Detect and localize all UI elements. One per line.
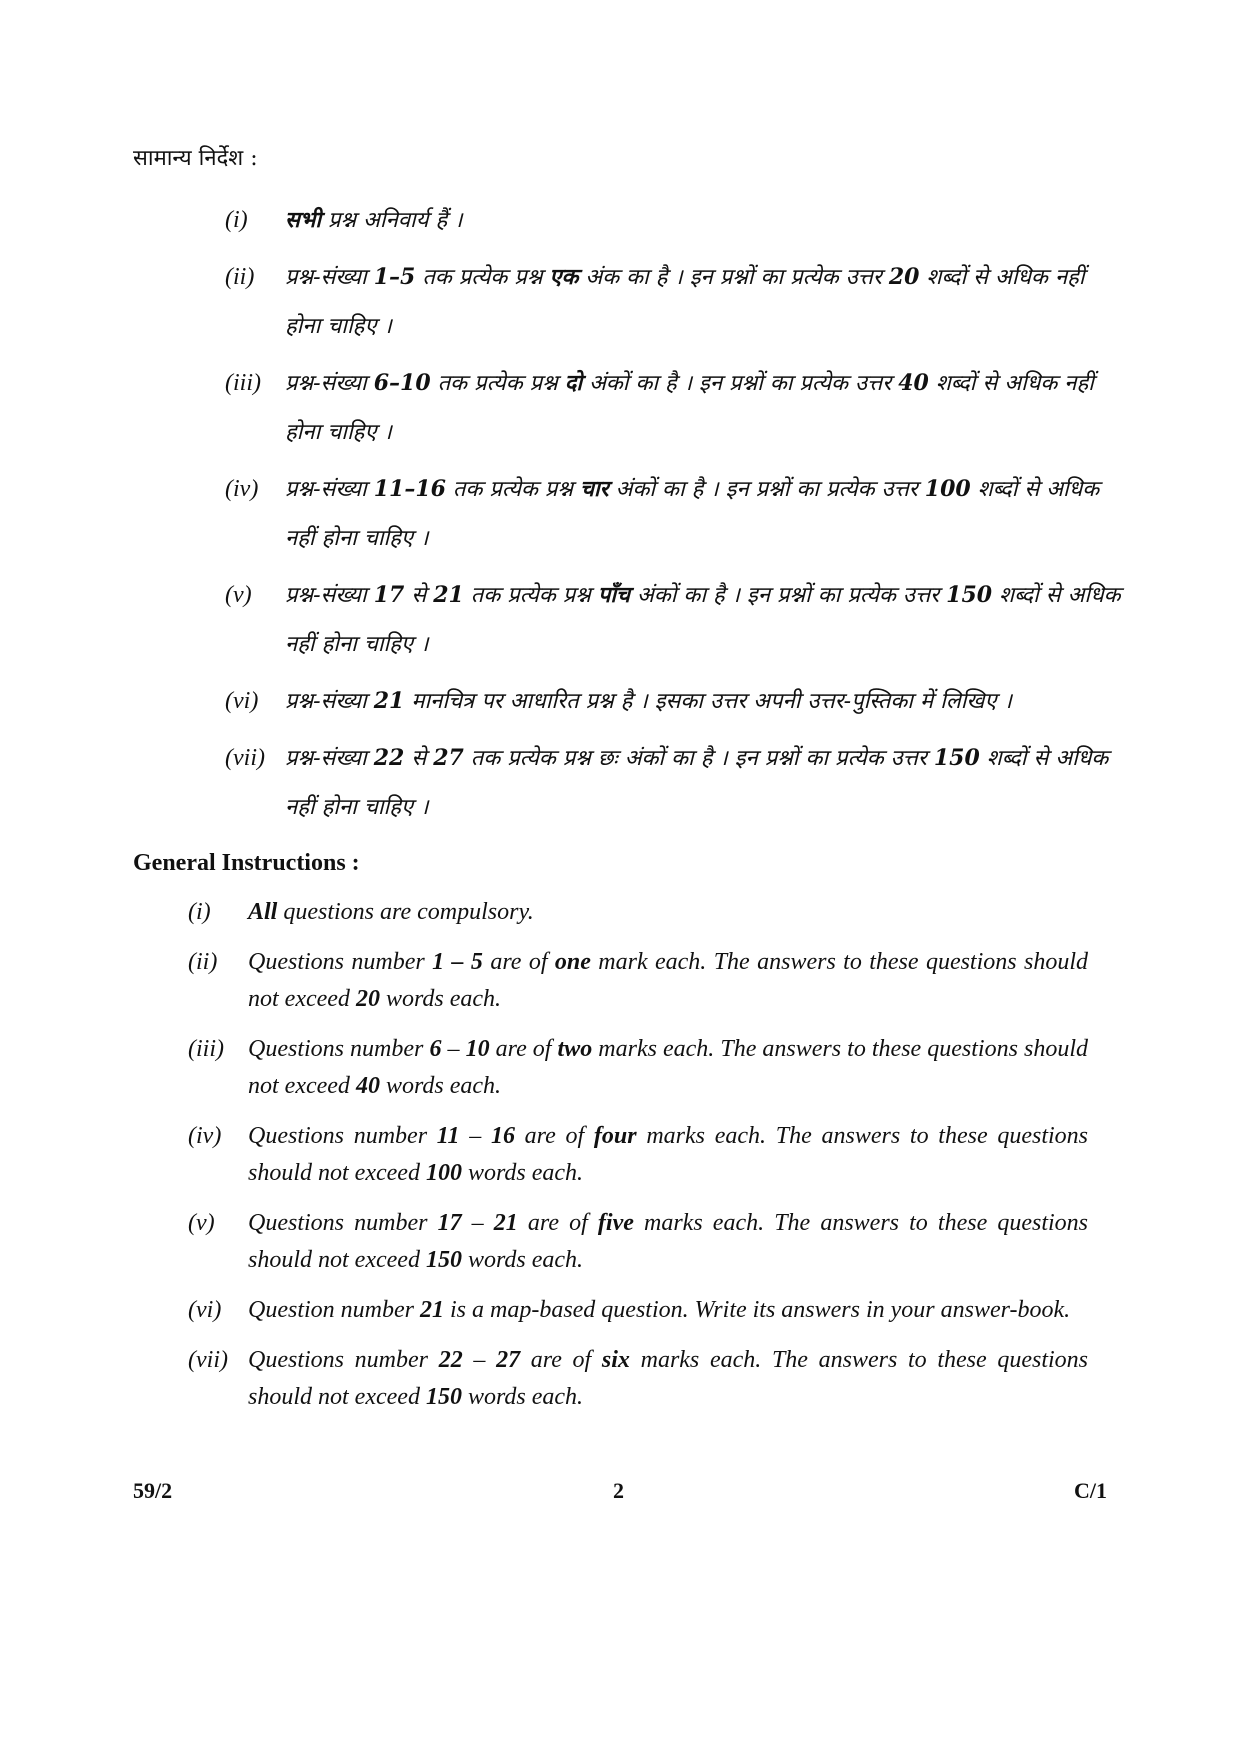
instruction-text <box>248 1118 1088 1192</box>
instruction-text <box>248 944 1088 1018</box>
text-run: marks each. The answers to these questions should not exceed <box>248 1123 1089 1186</box>
instruction-item <box>225 677 1125 726</box>
text-run: प्रश्न-संख्या <box>285 265 374 290</box>
text-run: प्रश्न-संख्या <box>285 746 374 771</box>
emphasis-text: one <box>554 949 591 975</box>
instruction-number: (iii) <box>188 1036 224 1062</box>
text-run: – <box>459 1123 491 1149</box>
instruction-text <box>285 465 1125 563</box>
emphasis-text: six <box>601 1347 630 1373</box>
text-run: Question number <box>248 1297 420 1323</box>
text-run: – <box>462 1347 497 1373</box>
emphasis-text: 6 <box>429 1036 442 1062</box>
instruction-number: (v) <box>225 582 252 608</box>
emphasis-text: 17 <box>437 1210 462 1236</box>
text-run: तक प्रत्येक प्रश्न <box>463 583 598 608</box>
emphasis-text: 100 <box>924 476 971 502</box>
instruction-number: (ii) <box>188 949 218 975</box>
emphasis-text: 21 <box>373 688 405 714</box>
paper-code: 59/2 <box>133 1478 173 1503</box>
text-run: अंकों का है । इन प्रश्नों का प्रत्येक उत्तर <box>608 477 925 502</box>
instruction-number: (iii) <box>225 370 261 396</box>
instruction-text <box>285 571 1125 669</box>
text-run: तक प्रत्येक प्रश्न छः अंकों का है । इन प्रश्नों का प्रत्येक उत्तर <box>463 746 934 771</box>
emphasis-text: 150 <box>425 1384 462 1410</box>
emphasis-text: 22 <box>373 745 405 771</box>
text-run: are of <box>520 1347 602 1373</box>
emphasis-text: 6–10 <box>373 370 431 396</box>
text-run: प्रश्न-संख्या <box>285 689 374 714</box>
instruction-item <box>188 1342 1088 1416</box>
text-run: mark each. The answers to these questions should not exceed <box>248 949 1089 1012</box>
text-run: Questions number <box>248 949 433 975</box>
text-run: शब्दों से अधिक नहीं होना चाहिए । <box>285 583 1121 657</box>
instruction-text <box>248 1342 1088 1416</box>
emphasis-text: दो <box>564 370 583 396</box>
instruction-item <box>188 1205 1088 1279</box>
emphasis-text: 1–5 <box>373 264 416 290</box>
text-run: is a map-based question. Write its answers in your answer-book. <box>443 1297 1071 1323</box>
text-run: marks each. The answers to these questions should not exceed <box>248 1347 1089 1410</box>
emphasis-text: 21 <box>493 1210 518 1236</box>
emphasis-text: 21 <box>419 1297 444 1323</box>
text-run: words each. <box>461 1160 584 1186</box>
text-run: Questions number <box>248 1036 430 1062</box>
instruction-item <box>188 1292 1088 1329</box>
instruction-number: (ii) <box>225 264 255 290</box>
instruction-item <box>225 571 1125 669</box>
text-run: शब्दों से अधिक नहीं होना चाहिए । <box>285 477 1100 551</box>
emphasis-text: 20 <box>888 264 920 290</box>
emphasis-text: 150 <box>946 582 993 608</box>
page-footer <box>133 1478 1107 1508</box>
text-run: Questions number <box>248 1347 439 1373</box>
emphasis-text: 10 <box>465 1036 490 1062</box>
text-run: are of <box>489 1036 558 1062</box>
instruction-text <box>285 734 1125 832</box>
text-run: words each. <box>379 1073 502 1099</box>
text-run: अंकों का है । इन प्रश्नों का प्रत्येक उत्तर <box>582 371 899 396</box>
text-run: – <box>461 1210 494 1236</box>
set-code: C/1 <box>1074 1478 1107 1503</box>
text-run: शब्दों से अधिक नहीं होना चाहिए । <box>285 265 1085 339</box>
emphasis-text: 22 <box>438 1347 463 1373</box>
text-run: तक प्रत्येक प्रश्न <box>445 477 580 502</box>
text-run: words each. <box>379 986 502 1012</box>
emphasis-text: 27 <box>433 745 464 771</box>
instruction-text <box>285 359 1125 457</box>
hindi-instructions-list <box>225 196 1125 840</box>
english-instructions-heading: General Instructions : <box>133 850 360 876</box>
text-run: are of <box>517 1210 598 1236</box>
text-run: शब्दों से अधिक नहीं होना चाहिए । <box>285 371 1094 445</box>
instruction-item <box>225 196 1125 245</box>
emphasis-text: 1 – 5 <box>432 949 483 975</box>
text-run: marks each. The answers to these questions should not exceed <box>248 1210 1089 1273</box>
instruction-number: (vi) <box>225 688 259 714</box>
instruction-number: (vi) <box>188 1297 222 1323</box>
emphasis-text: 17 <box>373 582 405 608</box>
emphasis-text: 40 <box>898 370 929 396</box>
emphasis-text: 40 <box>355 1073 380 1099</box>
text-run: प्रश्न अनिवार्य हैं । <box>321 208 463 233</box>
emphasis-text: 150 <box>425 1247 462 1273</box>
emphasis-text: two <box>557 1036 593 1062</box>
text-run: – <box>441 1036 466 1062</box>
instruction-number: (iv) <box>225 476 259 502</box>
instruction-item <box>188 894 1088 931</box>
instruction-item <box>188 1031 1088 1105</box>
instruction-number: (i) <box>188 899 211 925</box>
emphasis-text: 100 <box>425 1160 462 1186</box>
text-run: Questions number <box>248 1210 438 1236</box>
text-run: से <box>404 583 434 608</box>
text-run: तक प्रत्येक प्रश्न <box>415 265 550 290</box>
text-run: शब्दों से अधिक नहीं होना चाहिए । <box>285 746 1109 820</box>
text-run: से <box>404 746 434 771</box>
emphasis-text: four <box>593 1123 637 1149</box>
instruction-text <box>248 894 1088 931</box>
emphasis-text: five <box>597 1210 634 1236</box>
text-run: प्रश्न-संख्या <box>285 371 374 396</box>
instruction-text <box>285 196 1125 245</box>
text-run: अंक का है । इन प्रश्नों का प्रत्येक उत्तर <box>578 265 889 290</box>
text-run: अंकों का है । इन प्रश्नों का प्रत्येक उत्तर <box>630 583 947 608</box>
text-run: questions are compulsory. <box>277 899 534 925</box>
text-run: मानचित्र पर आधारित प्रश्न है । इसका उत्तर अपनी उत्तर-पुस्तिका में लिखिए । <box>404 689 1012 714</box>
text-run: are of <box>514 1123 594 1149</box>
instruction-item <box>188 944 1088 1018</box>
instruction-number: (i) <box>225 207 248 233</box>
instruction-item <box>225 734 1125 832</box>
text-run: प्रश्न-संख्या <box>285 583 374 608</box>
instruction-item <box>188 1118 1088 1192</box>
text-run: Questions number <box>248 1123 437 1149</box>
instruction-text <box>285 253 1125 351</box>
emphasis-text: All <box>248 899 278 925</box>
emphasis-text: 21 <box>433 582 464 608</box>
emphasis-text: 20 <box>355 986 380 1012</box>
instruction-text <box>285 677 1125 726</box>
emphasis-text: 16 <box>490 1123 515 1149</box>
instruction-number: (v) <box>188 1210 215 1236</box>
english-instructions-list <box>188 894 1088 1429</box>
text-run: marks each. The answers to these questions should not exceed <box>248 1036 1088 1099</box>
text-run: प्रश्न-संख्या <box>285 477 374 502</box>
emphasis-text: 11–16 <box>373 476 446 502</box>
instruction-text <box>248 1292 1088 1329</box>
emphasis-text: एक <box>549 264 579 290</box>
instruction-number: (vii) <box>188 1347 228 1373</box>
instruction-text <box>248 1031 1088 1105</box>
instruction-text <box>248 1205 1088 1279</box>
instruction-number: (iv) <box>188 1123 222 1149</box>
text-run: तक प्रत्येक प्रश्न <box>430 371 565 396</box>
instruction-item <box>225 465 1125 563</box>
emphasis-text: सभी <box>285 207 322 233</box>
text-run: words each. <box>461 1247 584 1273</box>
instruction-number: (vii) <box>225 745 265 771</box>
emphasis-text: 150 <box>933 745 980 771</box>
emphasis-text: 11 <box>436 1123 460 1149</box>
text-run: are of <box>482 949 555 975</box>
page-number: 2 <box>613 1478 624 1503</box>
emphasis-text: 27 <box>496 1347 521 1373</box>
emphasis-text: चार <box>579 476 609 502</box>
instruction-item <box>225 359 1125 457</box>
hindi-instructions-heading: सामान्य निर्देश : <box>133 146 258 171</box>
instruction-item <box>225 253 1125 351</box>
text-run: words each. <box>461 1384 584 1410</box>
emphasis-text: पाँच <box>597 582 631 608</box>
